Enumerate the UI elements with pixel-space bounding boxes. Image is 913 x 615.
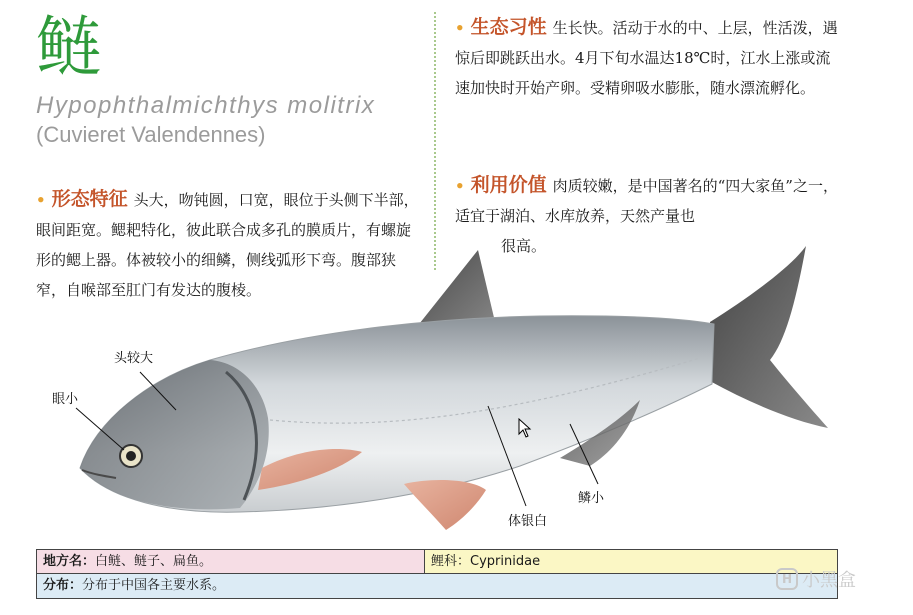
info-table bbox=[36, 549, 838, 599]
local-name-label: 地方名： bbox=[43, 554, 96, 569]
local-name-cell bbox=[37, 550, 425, 574]
value-text: 肉质较嫩，是中国著名的“四大家鱼”之一，适宜于湖泊、水库放养，天然产量也 bbox=[455, 177, 838, 225]
pelvic-fin bbox=[404, 480, 486, 530]
author-citation: (Cuvieret Valendennes) bbox=[36, 122, 266, 147]
value-text-last: 很高。 bbox=[501, 237, 547, 255]
family-value: Cyprinidae bbox=[470, 554, 541, 569]
bullet-icon: • bbox=[455, 19, 465, 37]
ecology-text: 生长快。活动于水的中、上层，性活泼，遇惊后即跳跃出水。4月下旬水温达18℃时，江水上涨或流速加快时开始产卵。受精卵吸水膨胀，随水漂流孵化。 bbox=[455, 19, 838, 97]
ecology-heading: 生态习性 bbox=[470, 16, 547, 38]
annotation-body: 体银白 bbox=[508, 514, 548, 529]
family-label: 鲤科： bbox=[431, 554, 471, 569]
fish-head bbox=[80, 360, 269, 509]
morphology-text: 头大，吻钝圆，口宽，眼位于头侧下半部，眼间距宽。鳃耙特化，彼此联合成多孔的膜质片，有螺旋形的鳃上器。体被较小的细鳞，侧线弧形下弯。腹部狭窄，自喉部至肛门有发达的腹棱。 bbox=[36, 191, 419, 299]
watermark-text: 小黑盒 bbox=[802, 570, 856, 591]
local-name-value: 白鲢、鲢子、扁鱼。 bbox=[95, 554, 213, 569]
page-title: 鲢 bbox=[36, 9, 102, 86]
watermark bbox=[776, 566, 856, 592]
bullet-icon: • bbox=[455, 177, 465, 195]
bullet-icon: • bbox=[36, 191, 46, 209]
annotation-scale: 鳞小 bbox=[578, 491, 605, 506]
scientific-name: Hypophthalmichthys molitrix bbox=[36, 92, 376, 119]
distribution-value: 分布于中国各主要水系。 bbox=[82, 578, 226, 593]
morphology-heading: 形态特征 bbox=[51, 188, 128, 210]
annotation-eye: 眼小 bbox=[52, 392, 79, 407]
tail-fin bbox=[708, 246, 828, 428]
watermark-logo-icon: H bbox=[776, 568, 798, 590]
annotation-head: 头较大 bbox=[114, 351, 154, 366]
distribution-cell bbox=[37, 574, 837, 598]
value-heading: 利用价值 bbox=[470, 174, 547, 196]
distribution-label: 分布： bbox=[43, 578, 83, 593]
mouse-cursor-icon bbox=[518, 418, 532, 438]
